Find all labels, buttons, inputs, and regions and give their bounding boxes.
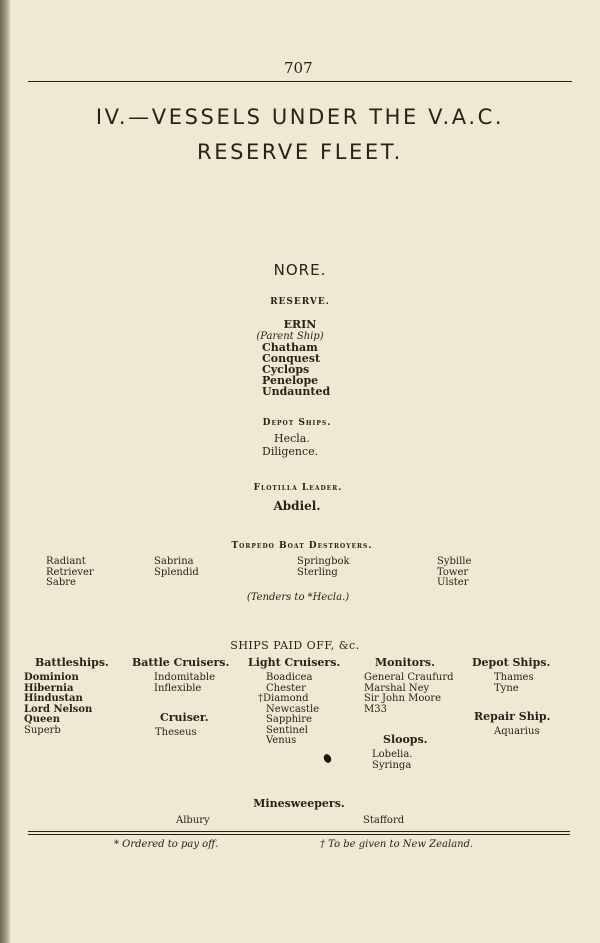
list-item: Retriever <box>46 566 94 578</box>
list-item: Ulster <box>437 577 469 588</box>
battleships-heading: Battleships. <box>35 656 109 669</box>
list-item: Radiant <box>46 556 86 567</box>
list-item: Springbok <box>297 556 350 567</box>
cruiser-heading: Cruiser. <box>160 711 209 724</box>
footnote-ordered-to-pay-off: * Ordered to pay off. <box>114 839 219 850</box>
footnote-rule <box>28 831 570 832</box>
list-item: Penelope <box>262 374 319 387</box>
list-item: Splendid <box>154 566 199 578</box>
sloops-list <box>372 750 413 771</box>
list-item: Sterling <box>297 566 338 578</box>
header-rule <box>28 81 572 82</box>
list-item: Tyne <box>494 682 519 694</box>
list-item: Hindustan <box>24 693 83 704</box>
page-number: 707 <box>284 59 313 77</box>
depot-ships-paid-off-list <box>494 673 534 694</box>
list-item: Thames <box>494 672 534 683</box>
repair-ship-heading: Repair Ship. <box>474 710 551 723</box>
list-item: Lobelia. <box>372 749 413 760</box>
list-item: General Craufurd <box>364 672 454 683</box>
depot-ships-paid-off-heading: Depot Ships. <box>472 656 551 669</box>
flotilla-leader-heading: Flotilla Leader. <box>253 483 343 493</box>
list-item: Sabrina <box>154 556 194 567</box>
list-item: M33 <box>364 703 387 715</box>
list-item: Tower <box>437 566 469 578</box>
list-item: Cyclops <box>262 363 310 376</box>
battle-cruisers-list <box>154 673 215 694</box>
list-item: Marshal Ney <box>364 682 430 694</box>
list-item: Sybille <box>437 556 472 567</box>
station-heading: NORE. <box>273 261 327 279</box>
section-title-line1: IV.—VESSELS UNDER THE V.A.C. <box>95 105 505 129</box>
destroyer-column-4 <box>437 557 471 589</box>
list-item: Theseus <box>155 727 197 738</box>
light-cruisers-list <box>258 673 319 747</box>
list-item: Diligence. <box>262 445 319 458</box>
light-cruisers-heading: Light Cruisers. <box>248 656 341 669</box>
list-item: Sir John Moore <box>364 693 442 704</box>
battle-cruisers-heading: Battle Cruisers. <box>132 656 230 669</box>
reserve-ship-list <box>262 342 330 397</box>
destroyers-heading: Torpedo Boat Destroyers. <box>231 541 373 551</box>
ink-blot-mark <box>322 753 332 764</box>
list-item: Sabre <box>46 577 76 588</box>
reserve-heading: RESERVE. <box>270 297 330 307</box>
depot-ship-list <box>262 432 318 458</box>
battleships-list <box>24 673 92 736</box>
minesweeper-albury: Albury <box>176 815 210 826</box>
list-item: Newcastle <box>266 703 320 715</box>
monitors-heading: Monitors. <box>375 656 435 669</box>
list-item: Syringa <box>372 759 412 771</box>
list-item: Chester <box>266 682 306 694</box>
tenders-note: (Tenders to *Hecla.) <box>246 592 350 603</box>
reserve-flagship: ERIN <box>283 318 317 331</box>
list-item: Inflexible <box>154 682 202 694</box>
paid-off-heading: SHIPS PAID OFF, &c. <box>230 639 360 652</box>
minesweepers-heading: Minesweepers. <box>253 797 345 810</box>
destroyer-column-1 <box>46 557 94 589</box>
list-item: Queen <box>24 714 60 725</box>
destroyer-column-2 <box>154 557 199 578</box>
depot-ships-heading: Depot Ships. <box>262 418 332 428</box>
list-item: Chatham <box>262 341 318 354</box>
list-item: Conquest <box>262 352 321 365</box>
list-item: Venus <box>266 735 297 746</box>
list-item: †Diamond <box>258 693 309 704</box>
footnote-rule-double <box>28 834 570 835</box>
destroyer-column-3 <box>297 557 350 578</box>
footnote-new-zealand: † To be given to New Zealand. <box>320 839 474 850</box>
monitors-list <box>364 673 454 715</box>
list-item: Dominion <box>24 672 79 683</box>
section-title-line2: RESERVE FLEET. <box>197 140 403 164</box>
list-item: Hecla. <box>274 432 310 445</box>
sloops-heading: Sloops. <box>383 733 428 746</box>
minesweeper-stafford: Stafford <box>363 815 405 826</box>
list-item: Sapphire <box>266 714 312 725</box>
list-item: Boadicea <box>266 672 313 683</box>
list-item: Sentinel <box>266 724 308 736</box>
repair-ship-list <box>494 727 540 738</box>
list-item: Aquarius <box>494 726 540 737</box>
list-item: Lord Nelson <box>24 703 93 715</box>
list-item: Undaunted <box>262 385 331 398</box>
list-item: Indomitable <box>154 672 215 683</box>
parent-ship-note: (Parent Ship) <box>256 331 324 342</box>
flotilla-leader-ship: Abdiel. <box>273 499 321 513</box>
list-item: Superb <box>24 724 61 736</box>
list-item: Hibernia <box>24 682 74 694</box>
cruiser-list <box>155 728 197 739</box>
